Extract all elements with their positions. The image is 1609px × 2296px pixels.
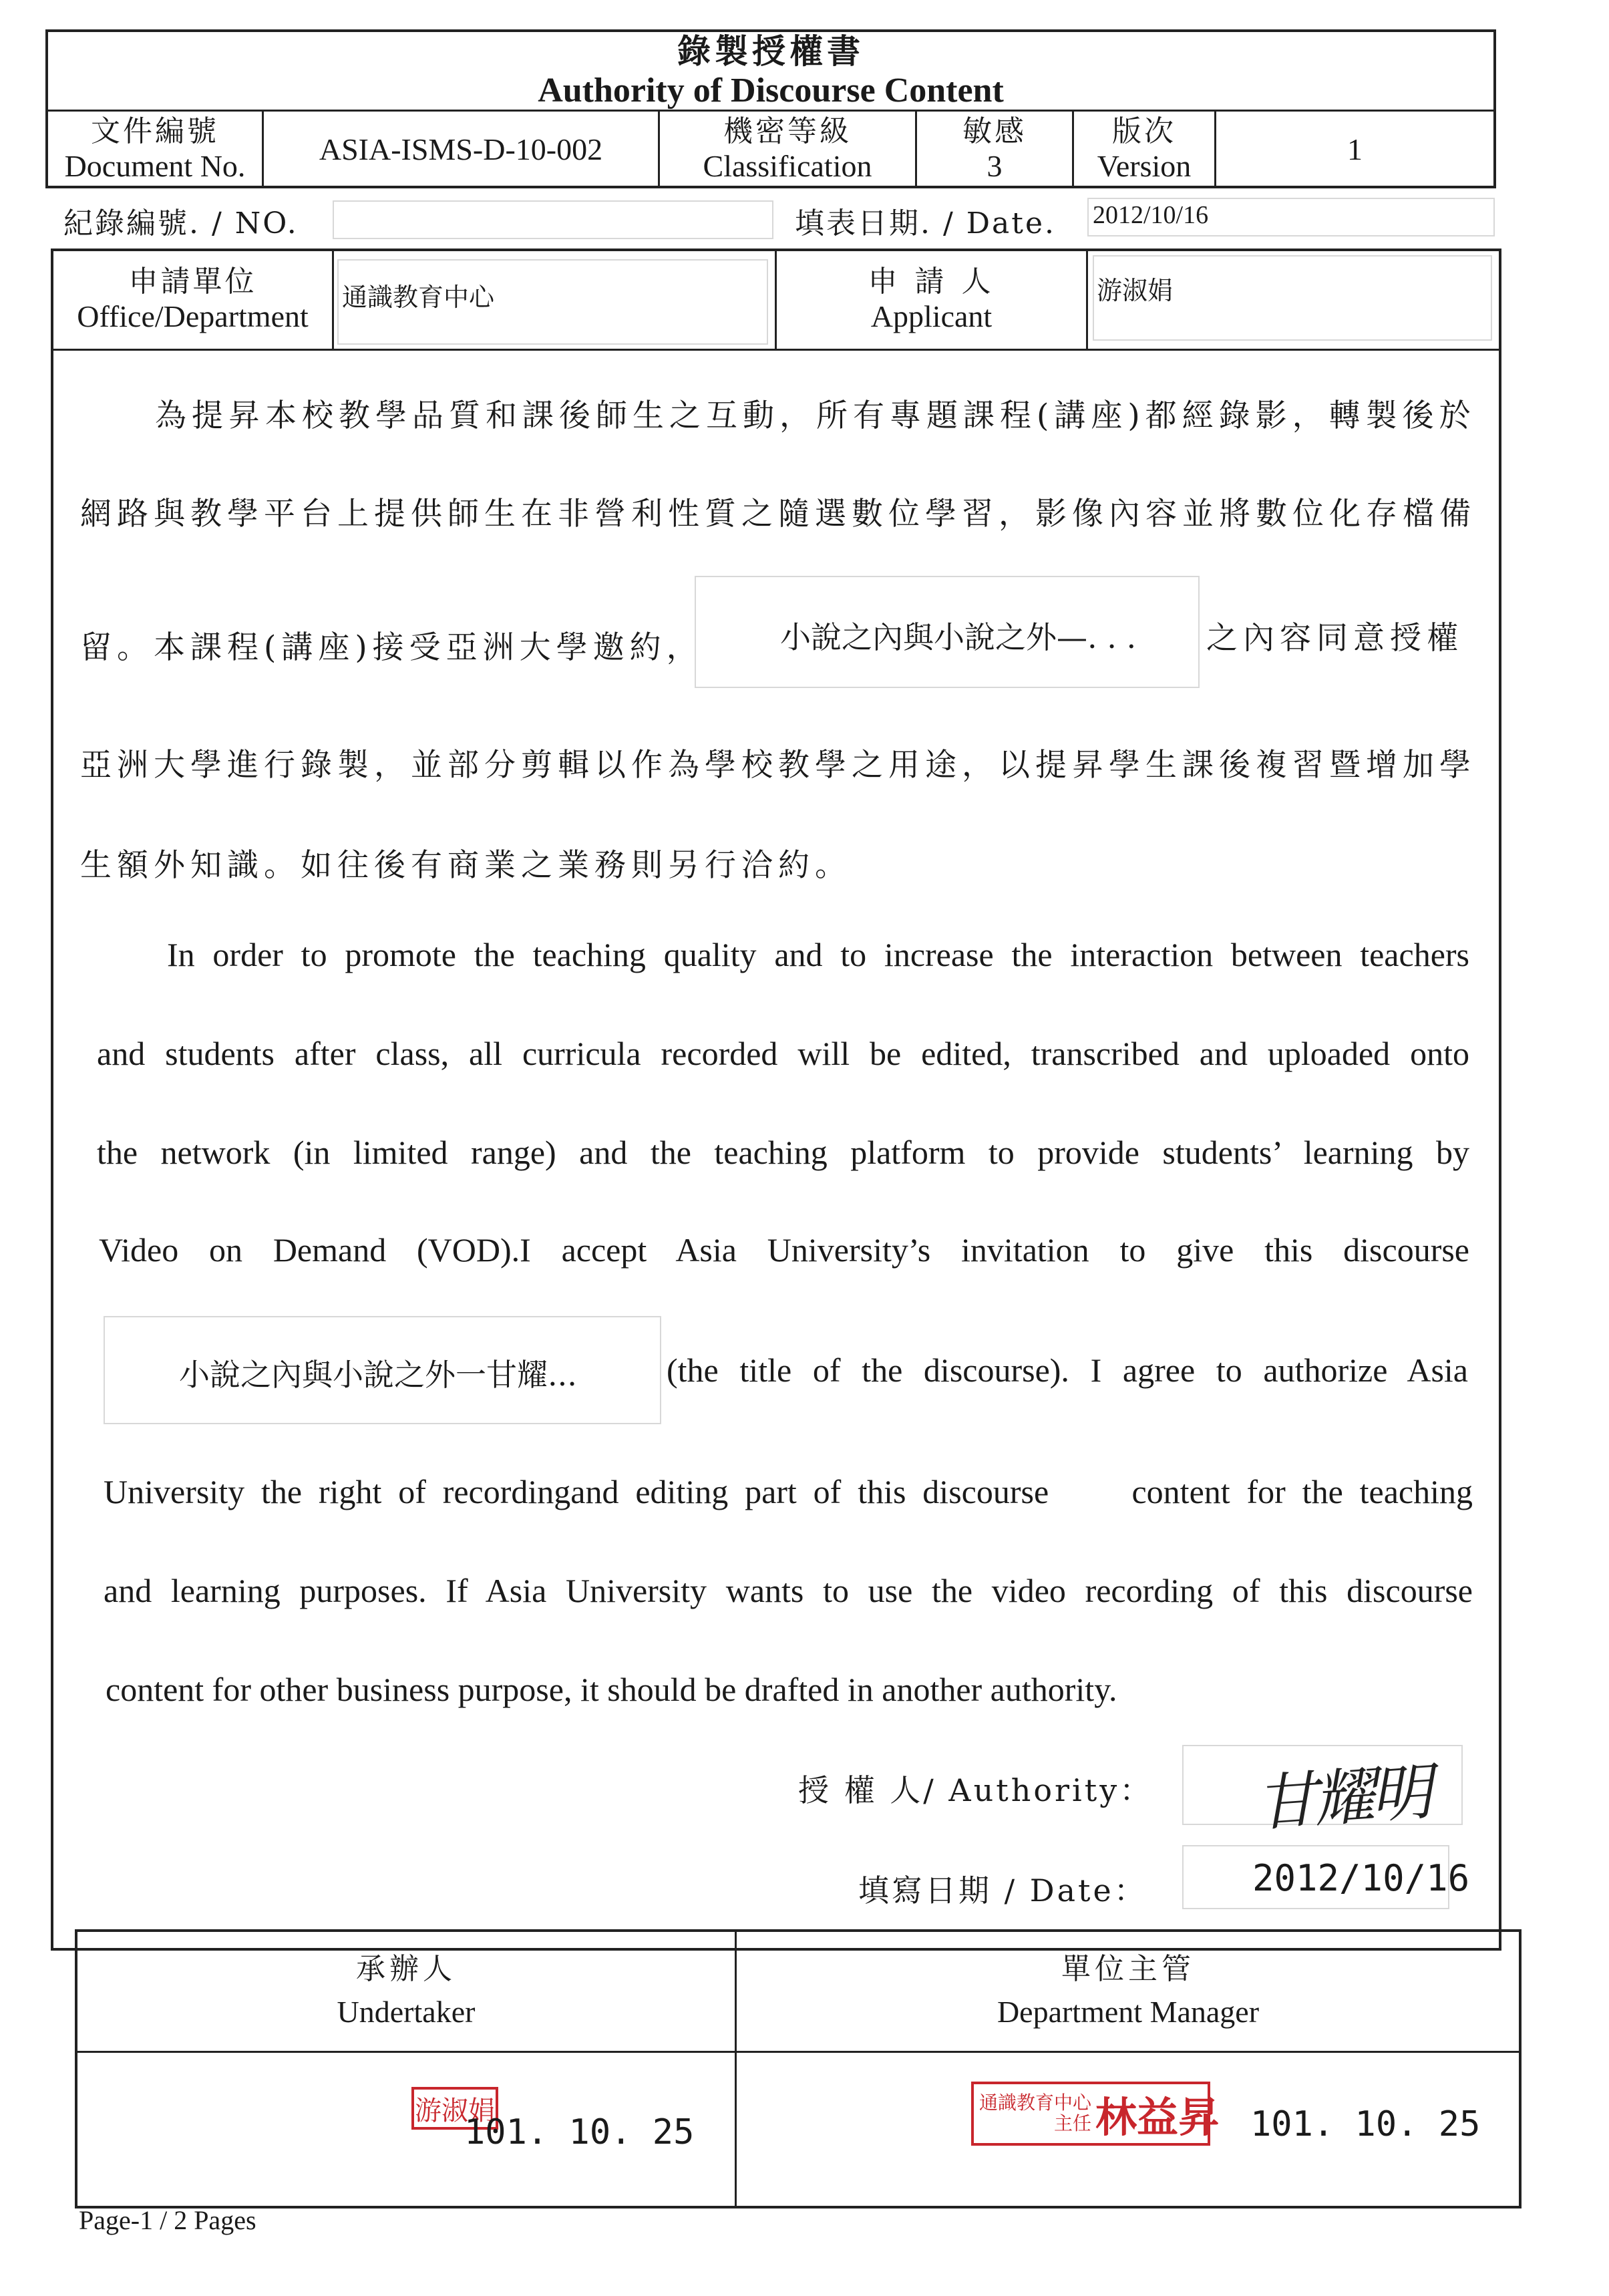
undertaker-stamp-text: 游淑娟 [415, 2095, 495, 2126]
body-en-line-2: and students after class, all curricula recorded will be edited, transcribed and uploaded onto [97, 1035, 1469, 1072]
undertaker-date: 101. 10. 25 [464, 2112, 695, 2152]
title-zh: 錄製授權書 [677, 31, 864, 71]
body-en-line-7: and learning purposes. If Asia University wants to use the video recording of this discourse [104, 1572, 1473, 1609]
manager-label-en: Department Manager [997, 1994, 1260, 2029]
classification-label [660, 112, 915, 187]
body-en-line-8: content for other business purpose, it should be drafted in another authority. [106, 1671, 1117, 1708]
applicant-value: 游淑娟 [1097, 276, 1174, 305]
body-zh-line-3-pre: 留。本課程(講座)接受亞洲大學邀約， [80, 629, 703, 666]
fill-date-value: 2012/10/16 [1093, 201, 1209, 229]
authority-label: 授 權 人/ Authority： [798, 1772, 1153, 1808]
title-block [48, 33, 1493, 110]
doc-no-value [264, 112, 658, 187]
manager-date: 101. 10. 25 [1250, 2104, 1481, 2144]
sensitivity-value: 3 [987, 148, 1003, 183]
sensitivity-label: 敏感 [962, 114, 1027, 149]
body-en-line-3: the network (in limited range) and the teaching platform to provide students’ learning by [97, 1134, 1469, 1171]
body-zh-line-3-post: 之內容同意授權 [1206, 620, 1463, 657]
doc-no-label [48, 112, 262, 187]
body-zh-line-2: 網路與教學平台上提供師生在非營利性質之隨選數位學習，影像內容並將數位化存檔備 [80, 496, 1476, 532]
manager-label-zh: 單位主管 [1061, 1952, 1195, 1987]
classification-label-en: Classification [703, 148, 872, 183]
authority-signature: 甘耀明 [1254, 1756, 1431, 1840]
doc-no-value-text: ASIA-ISMS-D-10-002 [319, 132, 603, 166]
body-en-line-6: University the right of recordingand editing part of this discourse content for the teaching [104, 1473, 1473, 1510]
undertaker-label [77, 1932, 735, 2051]
version-label-en: Version [1097, 148, 1192, 183]
office-value: 通識教育中心 [342, 283, 495, 312]
sensitivity-cell [917, 112, 1072, 187]
page-indicator: Page-1 / 2 Pages [79, 2205, 256, 2235]
applicant-label-en: Applicant [870, 299, 993, 333]
doc-no-label-zh: 文件編號 [91, 114, 219, 149]
zh-course-title-value: 小說之內與小說之外—. . . [780, 619, 1137, 655]
record-no-label: 紀錄編號. / NO. [63, 206, 299, 240]
manager-stamp [971, 2082, 1220, 2146]
manager-stamp-name: 林益昇 [1095, 2092, 1220, 2142]
version-value-text: 1 [1347, 132, 1363, 166]
version-label-zh: 版次 [1112, 114, 1176, 149]
en-course-title-value: 小說之內與小說之外一甘耀... [179, 1357, 577, 1393]
title-en: Authority of Discourse Content [538, 71, 1004, 110]
body-zh-line-1: 為提昇本校教學品質和課後師生之互動，所有專題課程(講座)都經錄影，轉製後於 [155, 397, 1476, 434]
body-en-line-5-post: (the title of the discourse). I agree to authorize Asia [667, 1351, 1468, 1389]
manager-stamp-title: 主任 [1054, 2112, 1092, 2134]
manager-stamp-unit: 通識教育中心 [979, 2092, 1092, 2114]
sign-date-label: 填寫日期 / Date： [858, 1872, 1147, 1909]
doc-no-label-en: Document No. [64, 148, 246, 183]
undertaker-label-zh: 承辦人 [356, 1952, 456, 1987]
version-label [1074, 112, 1214, 187]
applicant-label-zh: 申 請 人 [868, 265, 995, 299]
fill-date-label: 填表日期. / Date. [795, 206, 1056, 240]
sign-date-value: 2012/10/16 [1252, 1857, 1470, 1899]
version-value [1216, 112, 1493, 187]
applicant-label [777, 251, 1086, 349]
record-no-field[interactable] [333, 200, 773, 239]
body-zh-line-4: 亞洲大學進行錄製，並部分剪輯以作為學校教學之用途，以提昇學生課後複習暨增加學 [80, 747, 1476, 784]
body-zh-line-5: 生額外知識。如往後有商業之業務則另行洽約。 [80, 847, 852, 884]
body-en-line-1: In order to promote the teaching quality and to increase the interaction between teachers [167, 936, 1469, 973]
classification-label-zh: 機密等級 [723, 114, 852, 149]
body-en-line-4: Video on Demand (VOD).I accept Asia University’s invitation to give this discourse [99, 1231, 1469, 1269]
office-label-en: Office/Department [77, 299, 309, 333]
undertaker-label-en: Undertaker [337, 1994, 476, 2029]
manager-label [737, 1932, 1519, 2051]
office-label-zh: 申請單位 [128, 265, 257, 299]
office-label [53, 251, 332, 349]
